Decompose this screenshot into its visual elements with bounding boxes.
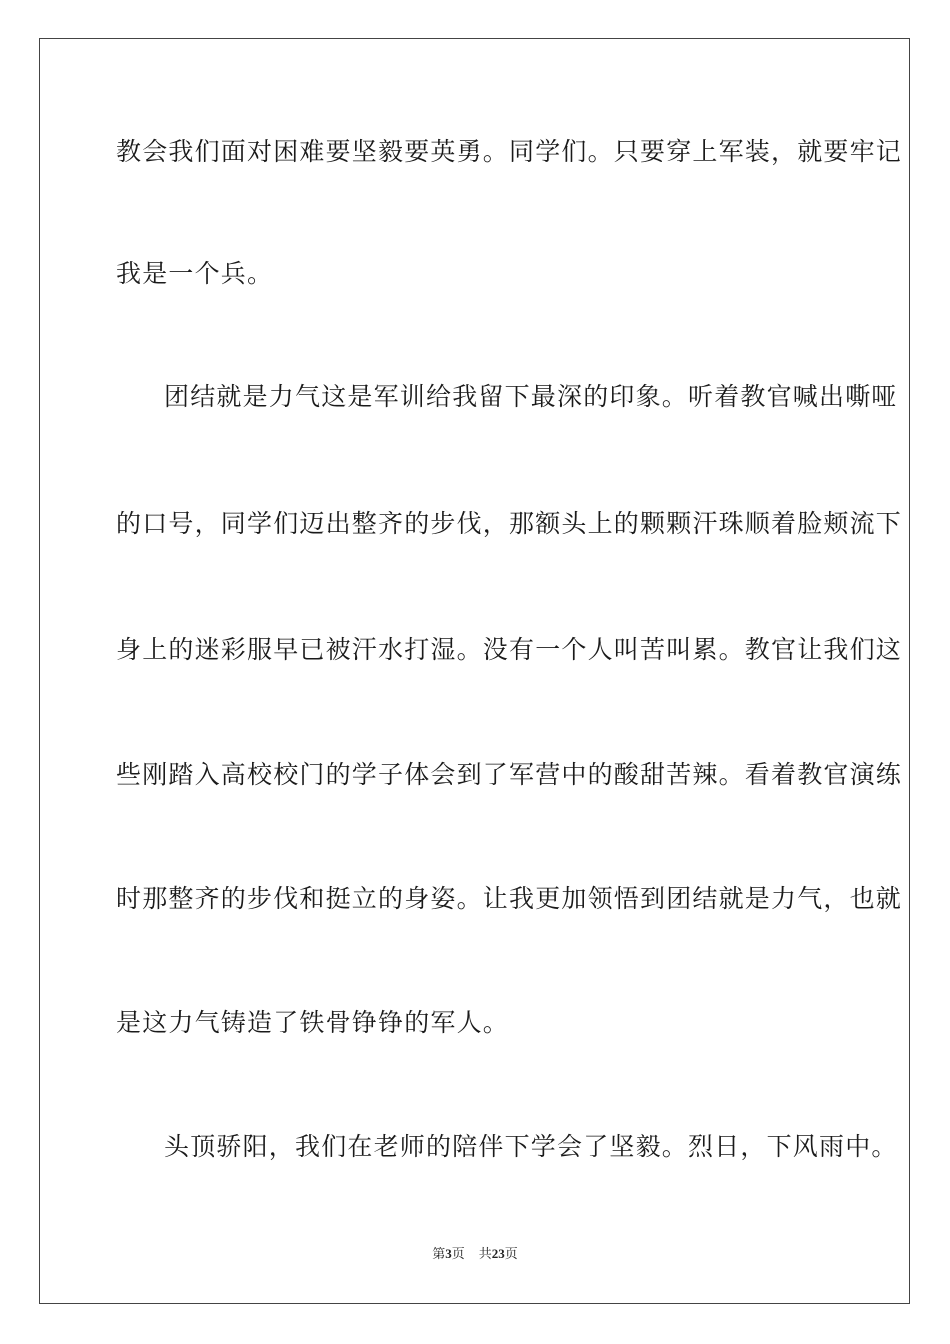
- page-prefix: 第: [432, 1247, 446, 1262]
- text-line-1: 教会我们面对困难要坚毅要英勇。同学们。只要穿上军装，就要牢记: [116, 137, 903, 166]
- page-suffix: 页: [451, 1247, 465, 1262]
- text-line-5: 身上的迷彩服早已被汗水打湿。没有一个人叫苦叫累。教官让我们这: [116, 635, 903, 664]
- text-line-7: 时那整齐的步伐和挺立的身姿。让我更加领悟到团结就是力气，也就: [116, 884, 903, 913]
- paragraph-3-line-1: 头顶骄阳，我们在老师的陪伴下学会了坚毅。烈日，下风雨中。: [164, 1132, 898, 1161]
- paragraph-2-line-1: 团结就是力气这是军训给我留下最深的印象。听着教官喊出嘶哑: [164, 382, 898, 411]
- text-line-8: 是这力气铸造了铁骨铮铮的军人。: [116, 1008, 510, 1037]
- page-frame: [39, 38, 910, 1304]
- page-number: 3: [445, 1246, 452, 1261]
- text-line-4: 的口号，同学们迈出整齐的步伐，那额头上的颗颗汗珠顺着脸颊流下: [116, 509, 903, 538]
- text-line-6: 些刚踏入高校校门的学子体会到了军营中的酸甜苦辣。看着教官演练: [116, 760, 903, 789]
- text-line-2: 我是一个兵。: [116, 259, 274, 288]
- total-pages: 23: [491, 1246, 505, 1261]
- total-suffix: 页: [504, 1247, 518, 1262]
- total-prefix: 共: [478, 1247, 492, 1262]
- page-footer: [0, 1245, 950, 1264]
